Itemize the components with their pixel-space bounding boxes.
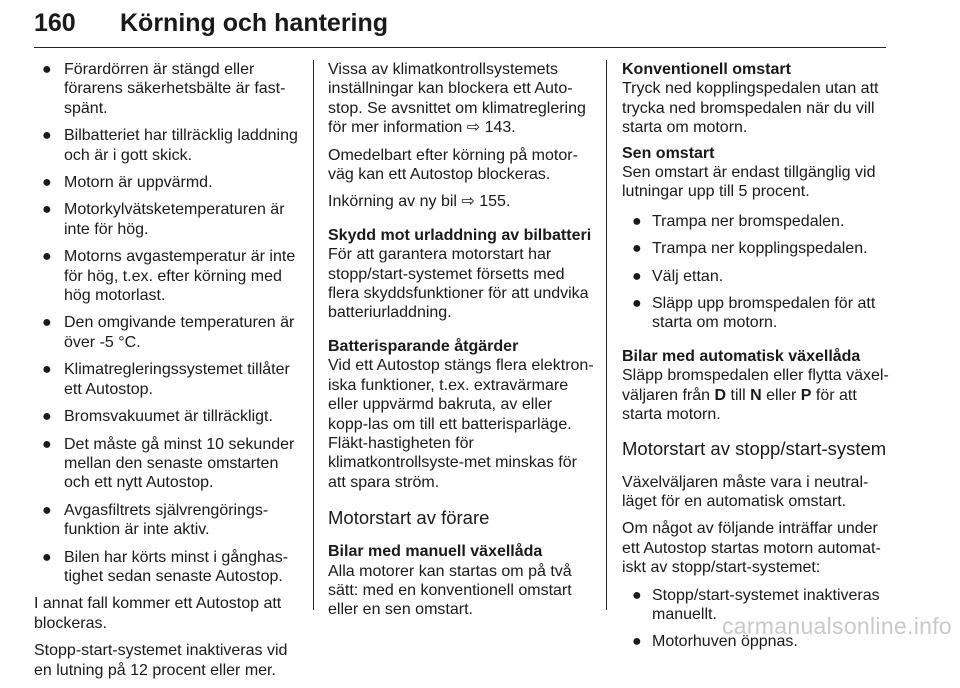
column-2: [328, 60, 594, 628]
list-item: ● Klimatregleringssystemet tillåter ett Autostop.: [42, 361, 290, 398]
subsection-text: Sen omstart är endast tillgänglig vid lutningar upp till 5 procent.: [622, 164, 876, 201]
bullet-icon: ●: [42, 248, 52, 266]
watermark: carmanualsonline.info: [721, 613, 952, 639]
paragraph: Inkörning av ny bil ⇨ 155.: [328, 193, 511, 211]
bullet-icon: ●: [632, 633, 642, 651]
bullet-icon: ●: [632, 586, 642, 604]
column-3: [622, 60, 890, 660]
bullet-icon: ●: [42, 201, 52, 219]
late-restart-steps: [622, 212, 890, 333]
list-item: ● Motorns avgastemperatur är inte för hög, t.ex. efter körning med hög motorlast.: [42, 248, 296, 305]
subsection: [622, 60, 890, 138]
subsection-text: Vid ett Autostop stängs flera elektron-iska funktioner, t.ex. extravärmare eller uppvärmd bakruta, av eller kopp-las om till ett batterisparläge. Fläkt-hastigheten för klimatkontrollsyste-met minskas för att spara ström.: [328, 357, 594, 491]
column-separator-2: [606, 60, 607, 610]
bullet-icon: ●: [42, 174, 52, 192]
list-item: ● Trampa ner kopplingspedalen.: [632, 240, 868, 258]
header-rule: [34, 47, 886, 48]
bullet-icon: ●: [632, 212, 642, 230]
gear-p: P: [800, 386, 812, 404]
page-title: Körning och hantering: [120, 9, 389, 37]
subsection: [328, 337, 594, 492]
conditions-list: [34, 60, 300, 586]
subsection-heading: Sen omstart: [622, 144, 715, 162]
list-item: ● Avgasfiltrets självrengörings-funktion är inte aktiv.: [42, 501, 269, 539]
bullet-icon: ●: [632, 295, 642, 313]
paragraph: Vissa av klimatkontrollsystemets inställningar kan blockera ett Auto-stop. Se avsnittet om klimatreglering för mer information ⇨ 143.: [328, 61, 586, 137]
subsection: [328, 226, 594, 323]
page-header: [34, 4, 886, 48]
subsection-heading: Bilar med automatisk växellåda: [622, 347, 861, 365]
list-item: ● Stopp/start-systemet inaktiveras manuellt.: [632, 586, 880, 623]
list-item: ● Bilbatteriet har tillräcklig laddning och är i gott skick.: [42, 127, 298, 164]
list-item: ● Bilen har körts minst i gånghas-tighet sedan senaste Autostop.: [42, 548, 289, 585]
paragraph: Omedelbart efter körning på motor-väg kan ett Autostop blockeras.: [328, 146, 578, 184]
subsection-text-a: Släpp bromspedalen eller flytta växel-väljaren från: [622, 367, 889, 404]
list-item: ● Det måste gå minst 10 sekunder mellan den senaste omstarten och ett nytt Autostop.: [42, 435, 295, 492]
subsection-heading: Skydd mot urladdning av bilbatteri: [328, 226, 592, 244]
column-separator-1: [313, 60, 314, 610]
list-item: ● Motorn är uppvärmd.: [42, 174, 213, 192]
bullet-icon: ●: [42, 435, 52, 453]
paragraph: Om något av följande inträffar under ett Autostop startas motorn automat-iskt av stopp/start-systemet:: [622, 520, 881, 577]
bullet-icon: ●: [632, 267, 642, 285]
column-1: [34, 60, 300, 688]
list-item: ● Förardörren är stängd eller förarens säkerhetsbälte är fast-spänt.: [42, 61, 286, 117]
page-number: 160: [34, 9, 76, 37]
bullet-icon: ●: [42, 314, 52, 332]
bullet-icon: ●: [42, 61, 52, 78]
bullet-icon: ●: [42, 408, 52, 426]
subsection-heading: Bilar med manuell växellåda: [328, 543, 543, 561]
subsection: Bilar med automatisk växellåda Släpp bromspedalen eller flytta växel-väljaren från D till N eller P för att starta motorn.: [622, 347, 889, 424]
subsection-text: Alla motorer kan startas om på två sätt: med en konventionell omstart eller en sen omstart.: [328, 562, 572, 619]
paragraph: Stopp-start-systemet inaktiveras vid en lutning på 12 procent eller mer.: [34, 642, 288, 679]
subsection-heading: Batterisparande åtgärder: [328, 337, 519, 355]
list-item: ● Den omgivande temperaturen är över -5 °C.: [42, 314, 295, 351]
list-item: ● Bromsvakuumet är tillräckligt.: [42, 408, 273, 426]
list-item: ● Släpp upp bromspedalen för att starta om motorn.: [632, 295, 876, 332]
bullet-icon: ●: [42, 501, 52, 519]
subsection: [328, 542, 594, 620]
bullet-icon: ●: [42, 127, 52, 145]
list-item: ● Välj ettan.: [632, 267, 724, 285]
subsection-text: Tryck ned kopplingspedalen utan att trycka ned bromspedalen när du vill starta om motorn.: [622, 80, 879, 137]
bullet-icon: ●: [42, 548, 52, 566]
bullet-icon: ●: [632, 240, 642, 258]
list-item: ● Trampa ner bromspedalen.: [632, 212, 845, 230]
gear-d: D: [714, 386, 727, 404]
list-item: ● Motorkylvätsketemperaturen är inte för hög.: [42, 201, 285, 238]
paragraph: I annat fall kommer ett Autostop att blockeras.: [34, 595, 282, 632]
section-heading: Motorstart av stopp/start-system: [622, 437, 887, 459]
paragraph: Växelväljaren måste vara i neutral-läget för en automatisk omstart.: [622, 473, 869, 510]
section-heading: Motorstart av förare: [328, 507, 490, 529]
list-item: ● Motorhuven öppnas.: [632, 633, 798, 651]
subsection-heading: Konventionell omstart: [622, 61, 791, 78]
subsection-text: För att garantera motorstart har stopp/start-systemet försetts med flera skyddsfunktioner för att undvika batteriurladdning.: [328, 246, 589, 322]
subsection: [622, 144, 890, 202]
bullet-icon: ●: [42, 361, 52, 379]
gear-n: N: [750, 386, 762, 404]
